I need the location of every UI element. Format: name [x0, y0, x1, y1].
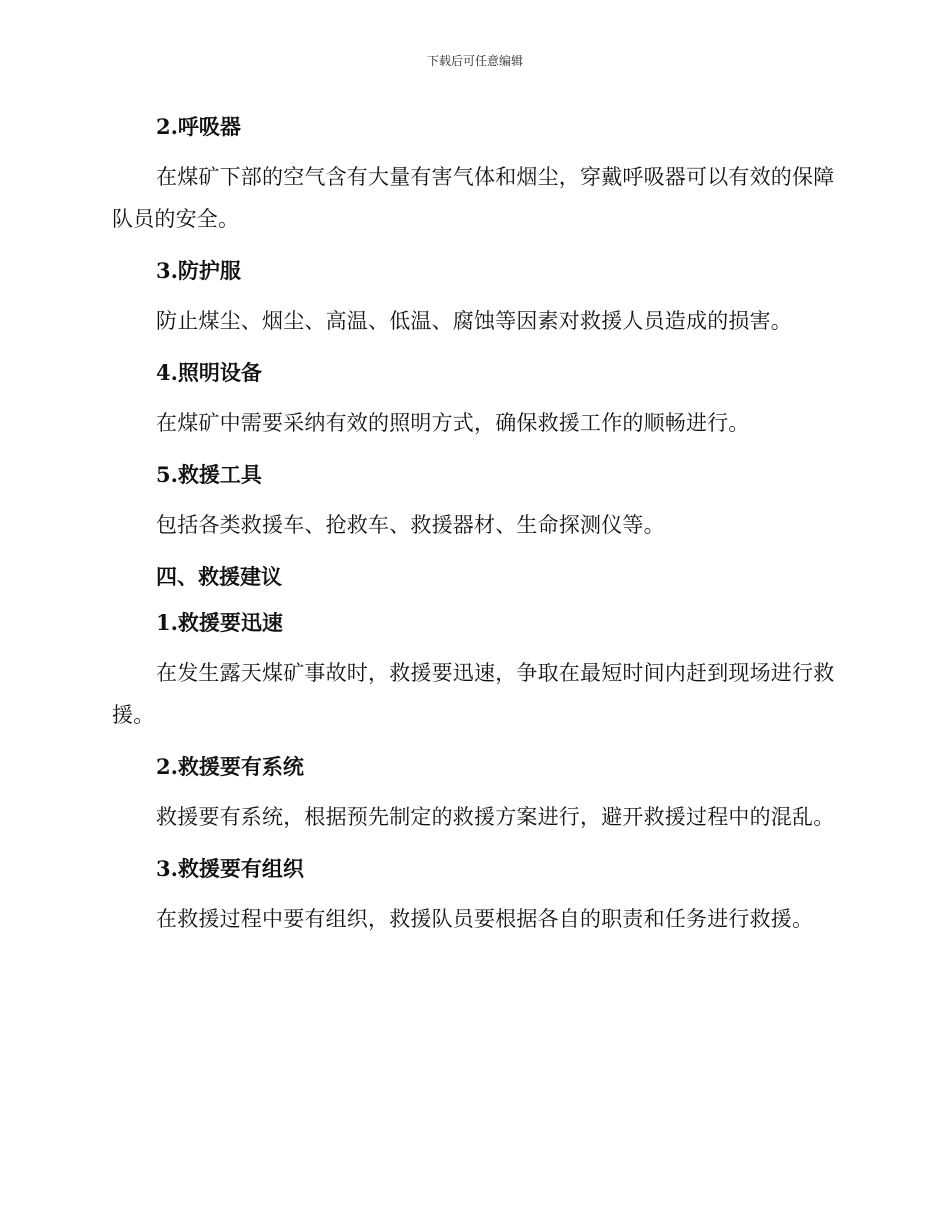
section-heading-rescue-tools: 5.救援工具	[156, 462, 262, 487]
section-paragraph-lighting: 在煤矿中需要采纳有效的照明方式，确保救援工作的顺畅进行。	[156, 411, 750, 435]
section-paragraph-organized-rescue: 在救援过程中要有组织，救援队员要根据各自的职责和任务进行救援。	[156, 907, 814, 931]
section-heading-systematic-rescue: 2.救援要有系统	[156, 754, 304, 779]
section-heading-lighting: 4.照明设备	[156, 360, 262, 385]
section-paragraph-rescue-tools: 包括各类救援车、抢救车、救援器材、生命探测仪等。	[156, 513, 665, 537]
section-heading-protective-suit: 3.防护服	[156, 258, 241, 283]
section-heading-organized-rescue: 3.救援要有组织	[156, 856, 304, 881]
section-paragraph-rapid-rescue: 在发生露天煤矿事故时，救援要迅速，争取在最短时间内赶到现场进行救援。	[112, 661, 835, 727]
section-paragraph-respirator: 在煤矿下部的空气含有大量有害气体和烟尘，穿戴呼吸器可以有效的保障队员的安全。	[112, 165, 835, 231]
section-paragraph-protective-suit: 防止煤尘、烟尘、高温、低温、腐蚀等因素对救援人员造成的损害。	[156, 309, 792, 333]
section-heading-respirator: 2.呼吸器	[156, 114, 241, 139]
section-paragraph-systematic-rescue: 救援要有系统，根据预先制定的救援方案进行，避开救援过程中的混乱。	[156, 805, 835, 829]
chapter-heading-rescue-advice: 四、救援建议	[156, 564, 282, 589]
document-body	[112, 110, 836, 940]
page-header: 下载后可任意编辑	[426, 54, 523, 68]
section-heading-rapid-rescue: 1.救援要迅速	[156, 610, 283, 635]
